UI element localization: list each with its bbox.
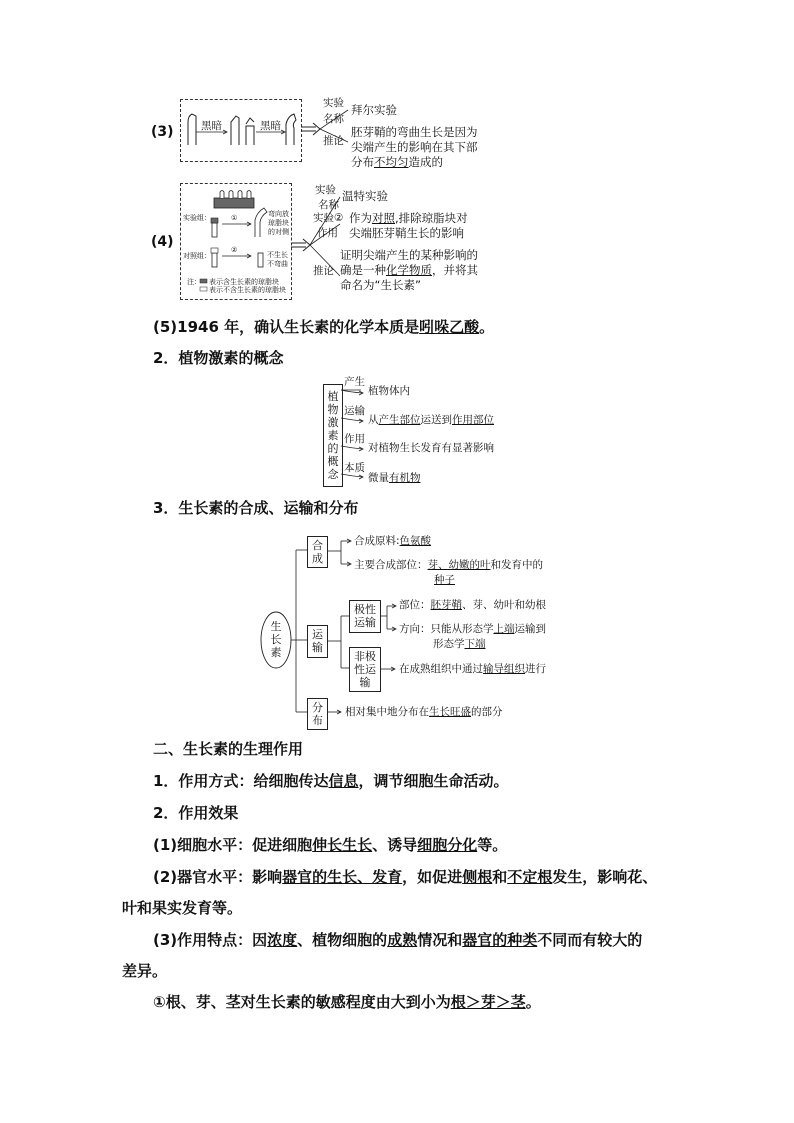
circle-2: ② <box>231 246 238 254</box>
tag-name: 名称 <box>318 199 339 211</box>
tag-role: 作用 <box>317 227 338 239</box>
heading-synthesis: 3．生长素的合成、运输和分布 <box>153 499 359 517</box>
nonpolar-text: 在成熟组织中通过输导组织进行 <box>399 663 546 675</box>
root-label: 生 长 素 <box>270 620 282 659</box>
figure-3-label: (3) <box>151 124 174 140</box>
concept-value: 植物体内 <box>368 385 410 397</box>
concept-value: 微量有机物 <box>368 472 421 484</box>
tag-inference: 推论 <box>323 135 344 147</box>
line-effect: 2．作用效果 <box>153 804 239 822</box>
distribution-text: 相对集中地分布在生长旺盛的部分 <box>345 706 503 718</box>
figure-4-label: (4) <box>151 234 174 250</box>
inference-text: 胚芽鞘的弯曲生长是因为 尖端产生的影响在其下部 分布不均匀造成的 <box>351 125 478 169</box>
nonpolar-transport-box: 非极 性运 输 <box>349 647 381 692</box>
note-1: 表示含生长素的琼脂块 <box>209 278 279 286</box>
distribution-box: 分 布 <box>307 698 328 730</box>
line-features-cont: 差异。 <box>122 962 168 980</box>
concept-tag: 产生 <box>344 376 365 388</box>
section-2-heading: 二、生长素的生理作用 <box>153 740 304 758</box>
control-group-label: 对照组： <box>183 252 211 260</box>
experiment-name: 拜尔实验 <box>351 103 397 117</box>
inference-text: 证明尖端产生的某种影响的 确是一种化学物质，并将其 命名为“生长素” <box>340 248 478 292</box>
concept-tag: 运输 <box>344 405 365 417</box>
point-5: (5)1946 年，确认生长素的化学本质是吲哚乙酸。 <box>153 318 495 336</box>
synthesis-material: 合成原料:色氨酸 <box>354 535 432 547</box>
concept-value: 从产生部位运送到作用部位 <box>368 414 494 426</box>
dark-label: 黑暗 <box>260 120 281 132</box>
concept-tag: 作用 <box>344 433 365 445</box>
synthesis-box: 合 成 <box>307 536 328 568</box>
line-features: (3)作用特点：因浓度、植物细胞的成熟情况和器官的种类不同而有较大的 <box>153 931 643 949</box>
experiment-name: 温特实验 <box>342 189 388 203</box>
heading-concept: 2．植物激素的概念 <box>153 349 284 367</box>
concept-value: 对植物生长发育有显著影响 <box>368 442 494 454</box>
transport-box: 运 输 <box>307 625 328 658</box>
line-organ-level: (2)器官水平：影响器官的生长、发育，如促进侧根和不定根发生，影响花、 <box>153 868 658 886</box>
line-sensitivity: ①根、芽、茎对生长素的敏感程度由大到小为根＞芽＞茎。 <box>153 993 541 1011</box>
tag-experiment-2: 实验② <box>313 212 344 224</box>
tag-experiment: 实验 <box>323 97 344 109</box>
polar-site: 部位：胚芽鞘、芽、幼叶和幼根 <box>399 599 546 611</box>
concept-center-text: 植 物 激 素 的 概 念 <box>327 390 339 481</box>
result-2: 不生长 不弯曲 <box>267 251 288 268</box>
circle-1: ① <box>231 214 238 222</box>
note-2: 表示不含生长素的琼脂块 <box>209 286 286 294</box>
line-cell-level: (1)细胞水平：促进细胞伸长生长、诱导细胞分化等。 <box>153 836 508 854</box>
tag-name: 名称 <box>323 113 344 125</box>
tag-inference: 推论 <box>313 265 334 277</box>
experiment-group-label: 实验组： <box>183 214 211 222</box>
tag-experiment: 实验 <box>315 184 336 196</box>
note-title: 注： <box>187 278 201 286</box>
line-organ-level-cont: 叶和果实发育等。 <box>122 899 243 917</box>
synthesis-site: 主要合成部位：芽、幼嫩的叶和发育中的 种子 <box>354 559 543 586</box>
result-1: 弯向放 琼脂块 的对侧 <box>268 210 289 236</box>
role-text: 作为对照,排除琼脂块对 尖端胚芽鞘生长的影响 <box>349 211 468 240</box>
concept-tag: 本质 <box>344 462 365 474</box>
polar-transport-box: 极性 运输 <box>349 600 381 633</box>
polar-direction: 方向：只能从形态学上端运输到 形态学下端 <box>399 623 546 650</box>
dark-label: 黑暗 <box>201 120 222 132</box>
line-mode: 1．作用方式：给细胞传达信息，调节细胞生命活动。 <box>153 772 509 790</box>
